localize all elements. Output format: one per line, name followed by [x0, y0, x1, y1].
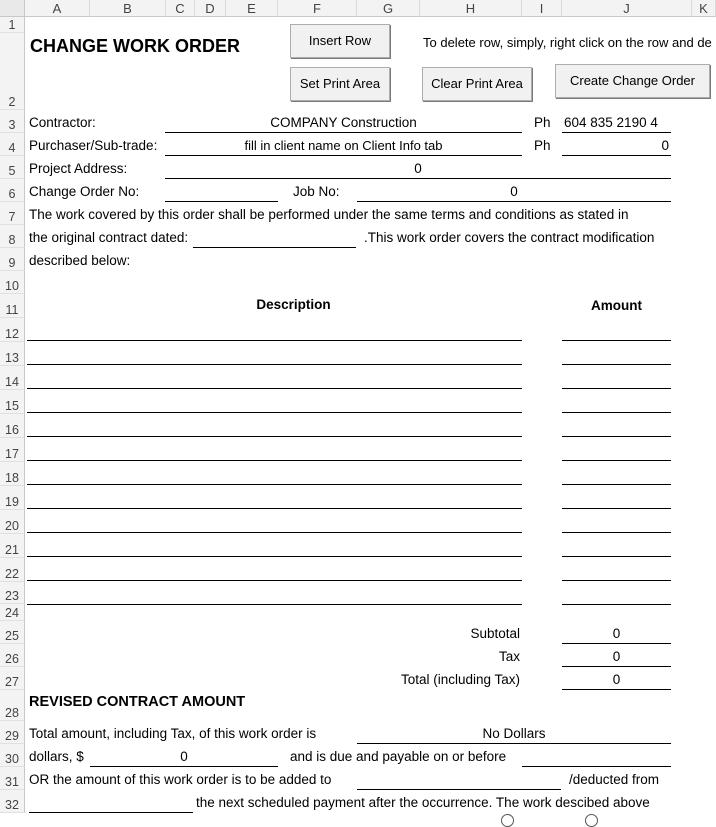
row-header[interactable]: 2	[0, 33, 25, 110]
column-header[interactable]: I	[522, 0, 562, 17]
delete-row-instruction: To delete row, simply, right click on the row and de	[423, 35, 712, 50]
amount-in-words-underline	[357, 743, 671, 744]
amount-line[interactable]	[562, 412, 671, 413]
amount-line[interactable]	[562, 580, 671, 581]
row-header[interactable]: 1	[0, 17, 25, 33]
row-header[interactable]: 19	[0, 486, 25, 510]
revised-line-32: the next scheduled payment after the occurrence. The work descibed above	[196, 795, 650, 810]
row-header[interactable]: 23	[0, 582, 25, 604]
radio-option-2[interactable]	[585, 814, 598, 827]
amount-line[interactable]	[562, 340, 671, 341]
row-header[interactable]: 8	[0, 225, 25, 248]
subtotal-underline	[562, 643, 671, 644]
project-address-value[interactable]: 0	[414, 161, 422, 176]
row-header[interactable]: 14	[0, 366, 25, 390]
description-line[interactable]	[27, 364, 522, 365]
row-header[interactable]: 24	[0, 604, 25, 621]
project-address-label: Project Address:	[29, 161, 128, 176]
row-header[interactable]: 29	[0, 721, 25, 744]
total-value[interactable]: 0	[612, 672, 621, 687]
revised-line-30b: and is due and payable on or before	[290, 749, 507, 764]
amount-line[interactable]	[562, 508, 671, 509]
row-header[interactable]: 31	[0, 767, 25, 790]
job-no-value[interactable]: 0	[510, 184, 518, 199]
clear-print-area-button[interactable]: Clear Print Area	[422, 67, 532, 101]
row-header[interactable]: 30	[0, 744, 25, 767]
dollar-amount[interactable]: 0	[180, 749, 188, 764]
description-line[interactable]	[27, 508, 522, 509]
row-header[interactable]: 10	[0, 271, 25, 294]
row-header[interactable]: 20	[0, 510, 25, 534]
amount-header: Amount	[591, 298, 642, 313]
terms-line-8b: .This work order covers the contract modification	[364, 230, 655, 245]
contractor-ph-label: Ph	[534, 115, 551, 130]
row-header[interactable]: 7	[0, 202, 25, 225]
insert-row-button[interactable]: Insert Row	[290, 24, 390, 58]
description-line[interactable]	[27, 580, 522, 581]
description-line[interactable]	[27, 484, 522, 485]
change-order-underline[interactable]	[165, 201, 278, 202]
row-header[interactable]: 9	[0, 248, 25, 271]
set-print-area-button[interactable]: Set Print Area	[290, 67, 390, 101]
page-title: CHANGE WORK ORDER	[30, 36, 240, 56]
row-header[interactable]: 21	[0, 534, 25, 558]
row-header[interactable]: 5	[0, 156, 25, 179]
terms-line-8a: the original contract dated:	[29, 230, 189, 245]
revised-line-30a: dollars, $	[29, 749, 84, 764]
amount-line[interactable]	[562, 556, 671, 557]
row-header[interactable]: 12	[0, 318, 25, 342]
purchaser-label: Purchaser/Sub-trade:	[29, 138, 158, 153]
amount-in-words[interactable]: No Dollars	[482, 726, 546, 741]
amount-line[interactable]	[562, 436, 671, 437]
amount-line[interactable]	[562, 532, 671, 533]
amount-line[interactable]	[562, 484, 671, 485]
row-header[interactable]: 4	[0, 133, 25, 156]
description-line[interactable]	[27, 412, 522, 413]
contractor-underline	[165, 132, 522, 133]
contract-date-underline[interactable]	[193, 247, 356, 248]
column-header[interactable]: G	[357, 0, 420, 17]
row-header[interactable]: 32	[0, 790, 25, 813]
column-header[interactable]: E	[226, 0, 278, 17]
description-line[interactable]	[27, 556, 522, 557]
revised-line-31b: /deducted from	[569, 772, 660, 787]
create-change-order-button[interactable]: Create Change Order	[555, 64, 710, 98]
revised-contract-heading: REVISED CONTRACT AMOUNT	[29, 694, 246, 710]
description-line[interactable]	[27, 532, 522, 533]
purchaser-phone-underline	[562, 155, 671, 156]
tax-underline	[562, 666, 671, 667]
due-date-underline[interactable]	[522, 766, 671, 767]
purchaser-phone[interactable]: 0	[661, 138, 669, 153]
row-header[interactable]: 15	[0, 390, 25, 414]
row-header[interactable]: 17	[0, 438, 25, 462]
dollar-amount-underline	[90, 766, 278, 767]
description-line[interactable]	[27, 604, 522, 605]
description-line[interactable]	[27, 460, 522, 461]
amount-line[interactable]	[562, 364, 671, 365]
tax-value[interactable]: 0	[612, 649, 621, 664]
row-header[interactable]: 13	[0, 342, 25, 366]
column-header[interactable]: B	[90, 0, 166, 17]
job-no-label: Job No:	[293, 184, 340, 199]
purchaser-underline	[165, 155, 522, 156]
total-label: Total (including Tax)	[400, 672, 520, 687]
row-header[interactable]: 22	[0, 558, 25, 582]
contractor-phone[interactable]: 604 835 2190 4	[564, 115, 658, 130]
row-header[interactable]: 26	[0, 644, 25, 667]
purchaser-value[interactable]: fill in client name on Client Info tab	[244, 138, 443, 153]
revised-line-29: Total amount, including Tax, of this work order is	[29, 726, 317, 741]
row-header[interactable]: 18	[0, 462, 25, 486]
column-header[interactable]: C	[166, 0, 195, 17]
row-header[interactable]: 16	[0, 414, 25, 438]
radio-option-1[interactable]	[501, 814, 514, 827]
job-no-underline	[357, 201, 671, 202]
contractor-value[interactable]: COMPANY Construction	[270, 115, 417, 130]
amount-line[interactable]	[562, 604, 671, 605]
tax-label: Tax	[498, 649, 520, 664]
subtotal-label: Subtotal	[470, 626, 520, 641]
row-header[interactable]: 6	[0, 179, 25, 202]
row-header[interactable]: 11	[0, 294, 25, 318]
description-header: Description	[256, 297, 331, 312]
deducted-from-underline[interactable]	[29, 812, 193, 813]
terms-line-7: The work covered by this order shall be performed under the same terms and conditions as stated in	[29, 207, 629, 222]
added-to-underline[interactable]	[357, 789, 561, 790]
row-header[interactable]: 3	[0, 110, 25, 133]
row-header[interactable]: 25	[0, 621, 25, 644]
contractor-label: Contractor:	[29, 115, 96, 130]
row-header[interactable]: 27	[0, 667, 25, 690]
column-header[interactable]: J	[562, 0, 692, 17]
description-line[interactable]	[27, 388, 522, 389]
description-line[interactable]	[27, 340, 522, 341]
row-header[interactable]: 28	[0, 690, 25, 721]
change-order-label: Change Order No:	[29, 184, 140, 199]
column-header[interactable]: A	[25, 0, 90, 17]
column-header[interactable]: D	[195, 0, 226, 17]
total-underline	[562, 689, 671, 690]
amount-line[interactable]	[562, 388, 671, 389]
revised-line-31a: OR the amount of this work order is to be added to	[29, 772, 332, 787]
subtotal-value[interactable]: 0	[612, 626, 621, 641]
terms-line-9: described below:	[29, 253, 131, 268]
project-address-underline	[165, 178, 671, 179]
description-line[interactable]	[27, 436, 522, 437]
amount-line[interactable]	[562, 460, 671, 461]
column-header[interactable]: H	[420, 0, 522, 17]
column-header[interactable]: K	[692, 0, 716, 17]
purchaser-ph-label: Ph	[534, 138, 551, 153]
column-header[interactable]: F	[278, 0, 357, 17]
contractor-phone-underline	[562, 132, 671, 133]
select-all-corner[interactable]	[0, 0, 25, 17]
